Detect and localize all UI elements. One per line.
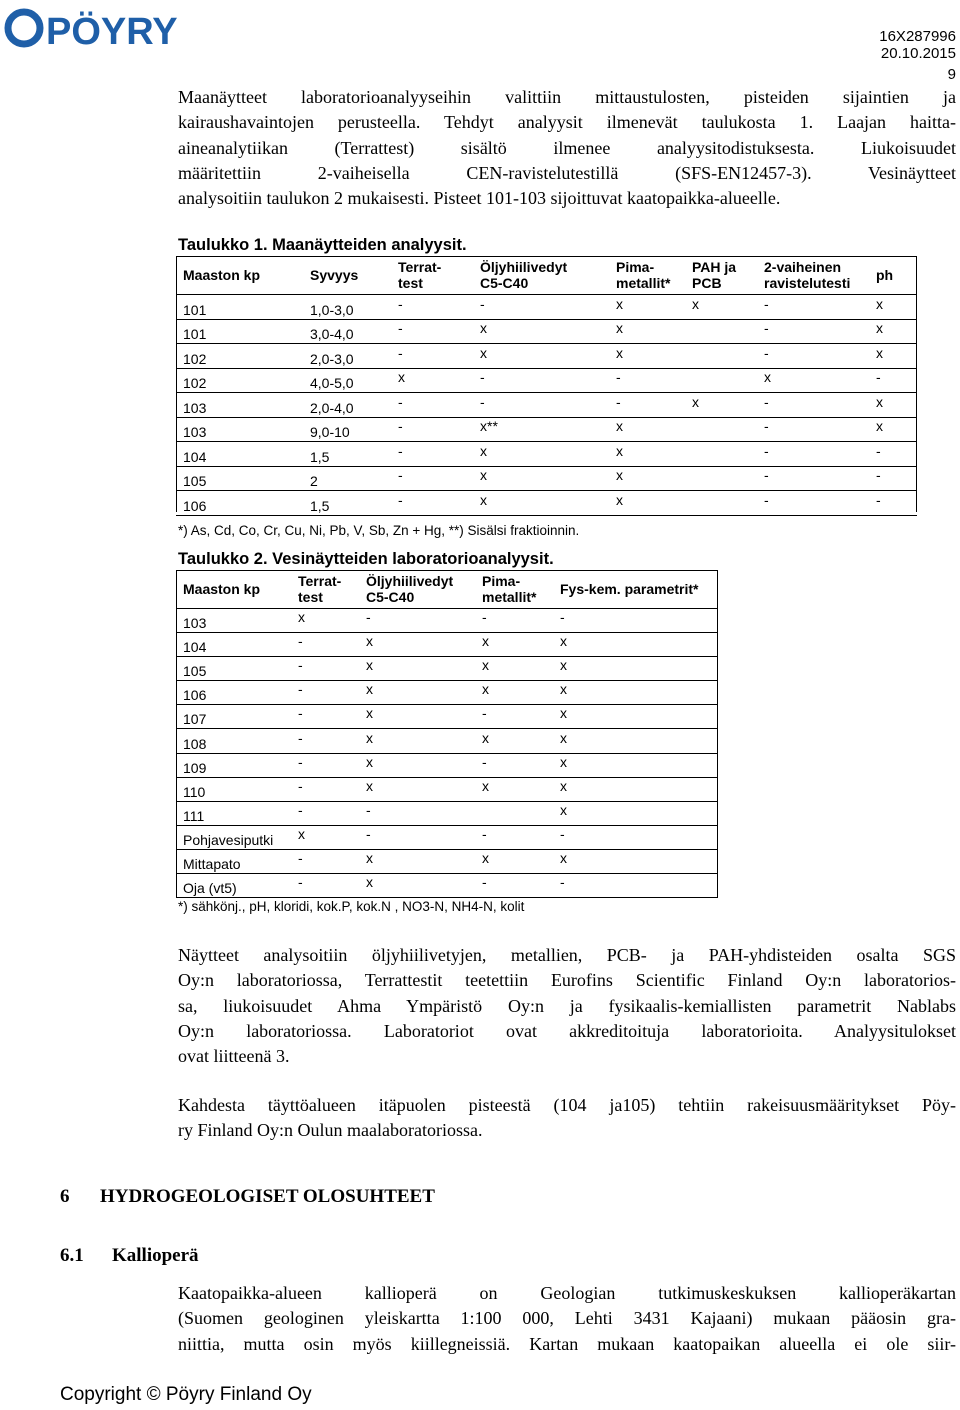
table1-note: *) As, Cd, Co, Cr, Cu, Ni, Pb, V, Sb, Zn + Hg, **) Sisälsi fraktioinnin. [178,523,580,538]
table-cell: x [692,295,699,312]
table-cell: x [616,320,623,336]
para-line: ovat liitteenä 3. [178,1046,290,1067]
table-row [176,753,718,778]
table-cell: 105 [183,663,207,680]
table-cell: 101 [183,326,207,342]
table-cell: - [876,369,881,385]
table-header-cell: Maaston kp [183,581,261,597]
table-cell: x [560,681,567,698]
table-cell: - [398,393,403,410]
table-cell: - [560,825,565,842]
table-cell: 108 [183,735,207,752]
table-cell: x [482,681,489,698]
bedrock-paragraph [178,1281,956,1357]
intro-paragraph [178,85,956,211]
table-cell: - [560,874,565,891]
para-line: määritettiin 2-vaiheisella CEN-ravistelutestillä (SFS-EN12457-3). Vesinäytteet [178,162,956,183]
table-cell: x [616,418,623,434]
subsection-title: Kallioperä [112,1245,199,1266]
table-cell: - [482,753,487,770]
table-cell: 106 [183,687,207,704]
table-cell: Mittapato [183,856,241,873]
table-cell: - [298,705,303,722]
table-cell: x [876,393,883,410]
table-cell: x [366,777,373,794]
para-line: Kahdesta täyttöalueen itäpuolen pisteestä (104 ja105) tehtiin rakeisuusmääritykset Pöy- [178,1095,956,1115]
table-header-cell: ph [876,267,894,283]
table-row [176,729,718,754]
table-cell: - [398,344,403,361]
table-cell: x [480,491,487,508]
table-header-cell: Fys-kem. parametrit* [560,581,699,597]
table-cell: x [482,777,489,794]
table-row [176,343,917,369]
table-cell: x [560,850,567,867]
table-cell: - [298,801,303,818]
table-cell: x [616,344,623,361]
table-cell: 103 [183,615,207,632]
doc-number: 16X287996 [879,28,956,45]
labs-paragraph [178,943,956,1069]
table-row [176,417,917,443]
table-cell: 3,0-4,0 [310,326,354,342]
table-cell: - [298,850,303,867]
table-cell: x [398,369,405,385]
table-cell: - [366,609,371,626]
table-row [176,294,917,320]
table-cell: 1,5 [310,448,330,465]
table-cell: x [560,801,567,818]
table-cell: 105 [183,473,207,489]
para-line: kairaushavaintojen perusteella. Tehdyt analyysit ilmenevät taulukosta 1. Laajan haitta- [178,112,956,133]
table-cell: - [876,442,881,459]
table-cell: x [480,344,487,361]
para-line: Maanäytteet laboratorioanalyyseihin valittiin mittaustulosten, pisteiden sijaintien ja [178,87,956,107]
table-cell: x [616,442,623,459]
table-header-cell: Terrat- test [298,573,342,605]
table-cell: - [482,705,487,722]
poyry-logo [4,6,244,50]
table-cell: Pohjavesiputki [183,831,274,848]
table-row [176,777,718,802]
table-cell: - [298,633,303,650]
table-cell: x [366,705,373,722]
table-header-cell: 2-vaiheinen ravistelutesti [764,259,851,291]
table-cell: 102 [183,350,207,367]
table-cell: x [560,777,567,794]
table-cell: - [398,442,403,459]
table-row [176,704,718,729]
table-cell: - [764,295,769,312]
table-header-cell: Maaston kp [183,267,261,283]
table-header-cell: Pima- metallit* [616,259,671,291]
table-cell: - [764,418,769,434]
para-line: Oy:n laboratoriossa. Laboratoriot ovat akkreditoituja laboratorioita. Analyysitulokset [178,1020,956,1041]
table-cell: 102 [183,375,207,391]
table-cell: x [482,850,489,867]
table-cell: x [480,467,487,483]
table1 [176,256,917,512]
para-line: (Suomen geologinen yleiskartta 1:100 000, Lehti 3431 Kajaani) mukaan pääosin gra- [178,1308,956,1329]
table-cell: x [298,609,305,626]
table-cell: - [616,393,621,410]
table-cell: x [560,657,567,674]
table-header-cell: Öljyhiilivedyt C5-C40 [480,259,568,291]
table-cell: 109 [183,759,207,776]
table-cell: 103 [183,399,207,416]
para-line: Oy:n laboratoriossa, Terrattestit teetettiin Eurofins Scientific Finland Oy:n laboratorios- [178,970,956,991]
table-cell: - [366,825,371,842]
table-cell: 2,0-4,0 [310,399,354,416]
table2-note: *) sähkönj., pH, kloridi, kok.P, kok.N , NO3-N, NH4-N, kolit [178,899,525,914]
table-cell: x [876,320,883,336]
table-cell: - [398,418,403,434]
table-cell: x** [480,418,498,434]
table-row [176,319,917,345]
table-row [176,632,718,657]
table-cell: 101 [183,301,207,318]
table-cell: x [560,729,567,746]
table-cell: x [876,418,883,434]
table-header-cell: Syvyys [310,267,359,283]
table-cell: x [298,825,305,842]
table-cell: - [764,320,769,336]
table-cell: - [876,491,881,508]
table-cell: x [692,393,699,410]
table-header-row [176,256,917,295]
subsection-number: 6.1 [60,1245,84,1266]
table-row [176,441,917,467]
table-cell: 4,0-5,0 [310,375,354,391]
table-cell: 104 [183,639,207,656]
table-cell: - [764,491,769,508]
table-row [176,466,917,492]
table-cell: 107 [183,711,207,728]
table-cell: - [298,777,303,794]
table-cell: - [398,491,403,508]
table-cell: 1,5 [310,497,330,514]
table-cell: - [398,320,403,336]
table-cell: 2,0-3,0 [310,350,354,367]
table-cell: 110 [183,783,206,800]
para-line: Näytteet analysoitiin öljyhiilivetyjen, metallien, PCB- ja PAH-yhdisteiden osalta SGS [178,945,956,965]
table-cell: x [366,753,373,770]
table-cell: - [398,467,403,483]
table-cell: - [480,295,485,312]
table-header-row [176,570,718,609]
table-cell: x [366,874,373,891]
table-row [176,849,718,874]
table-cell: 2 [310,473,318,489]
table-cell: - [616,369,621,385]
table-row [176,608,718,633]
table-cell: 1,0-3,0 [310,301,354,318]
table-cell: x [366,729,373,746]
table-cell: - [876,467,881,483]
doc-date: 20.10.2015 [880,45,956,62]
table-cell: 9,0-10 [310,424,350,440]
table-cell: 106 [183,497,207,514]
table-cell: - [764,442,769,459]
table-cell: x [764,369,771,385]
table-cell: - [298,874,303,891]
table-cell: x [616,295,623,312]
table-row [176,825,718,850]
table2 [176,570,718,897]
table-cell: x [480,442,487,459]
table-header-cell: PAH ja PCB [692,259,737,291]
grain-size-paragraph [178,1093,956,1144]
table-cell: x [616,467,623,483]
section-number: 6 [60,1186,70,1207]
table-cell: 103 [183,424,207,440]
table-cell: - [764,344,769,361]
table-cell: x [560,633,567,650]
table-cell: x [366,633,373,650]
table-header-cell: Öljyhiilivedyt C5-C40 [366,573,454,605]
table-row [176,490,917,516]
table-cell: x [366,681,373,698]
para-line: sa, liukoisuudet Ahma Ympäristö Oy:n ja fysikaalis-kemiallisten parametrit Nablabs [178,995,956,1016]
table-cell: 104 [183,448,207,465]
table-row [176,801,718,826]
table-row [176,368,917,394]
table-cell: x [876,295,883,312]
table-cell: - [298,753,303,770]
para-line: aineanalytiikan (Terrattest) sisältö ilmenee analyysitodistuksesta. Liukoisuudet [178,137,956,158]
table-cell: - [366,801,371,818]
table-cell: x [482,657,489,674]
table-cell: - [560,609,565,626]
table2-caption: Taulukko 2. Vesinäytteiden laboratorioanalyysit. [178,550,554,568]
table-cell: - [482,874,487,891]
table-cell: - [298,729,303,746]
para-line: Kaatopaikka-alueen kallioperä on Geologian tutkimuskeskuksen kallioperäkartan [178,1283,956,1303]
logo-wordmark: PÖYRY [46,11,178,50]
table-cell: - [398,295,403,312]
table-cell: 111 [183,807,205,824]
para-line: analysoitiin taulukon 2 mukaisesti. Pisteet 101-103 sijoittuvat kaatopaikka-alueelle. [178,188,781,209]
table-row [176,392,917,418]
table-cell: x [366,850,373,867]
table-cell: - [764,467,769,483]
table-cell: - [298,681,303,698]
table-cell: - [764,393,769,410]
table-row [176,873,718,898]
table-header-cell: Pima- metallit* [482,573,537,605]
table-cell: - [482,609,487,626]
table-cell: - [480,369,485,385]
para-line: niittia, mutta osin myös kiillegneissiä. Kartan mukaan kaatopaikan alueella ei ole siir- [178,1333,956,1354]
table-row [176,656,718,681]
table-row [176,680,718,705]
section-title: HYDROGEOLOGISET OLOSUHTEET [100,1186,435,1207]
table-cell: Oja (vt5) [183,880,237,897]
table-cell: x [560,705,567,722]
table-cell: x [616,491,623,508]
table-cell: x [560,753,567,770]
para-line: ry Finland Oy:n Oulun maalaboratoriossa. [178,1120,483,1141]
table-cell: x [876,344,883,361]
document-id [879,28,956,62]
copyright-footer: Copyright © Pöyry Finland Oy [60,1384,312,1405]
table1-caption: Taulukko 1. Maanäytteiden analyysit. [178,236,467,254]
table-cell: - [480,393,485,410]
table-cell: x [482,633,489,650]
table-cell: x [480,320,487,336]
table-cell: - [482,825,487,842]
table-header-cell: Terrat- test [398,259,442,291]
page-number: 9 [947,66,956,83]
table-cell: - [298,657,303,674]
table-cell: x [366,657,373,674]
table-cell: x [482,729,489,746]
